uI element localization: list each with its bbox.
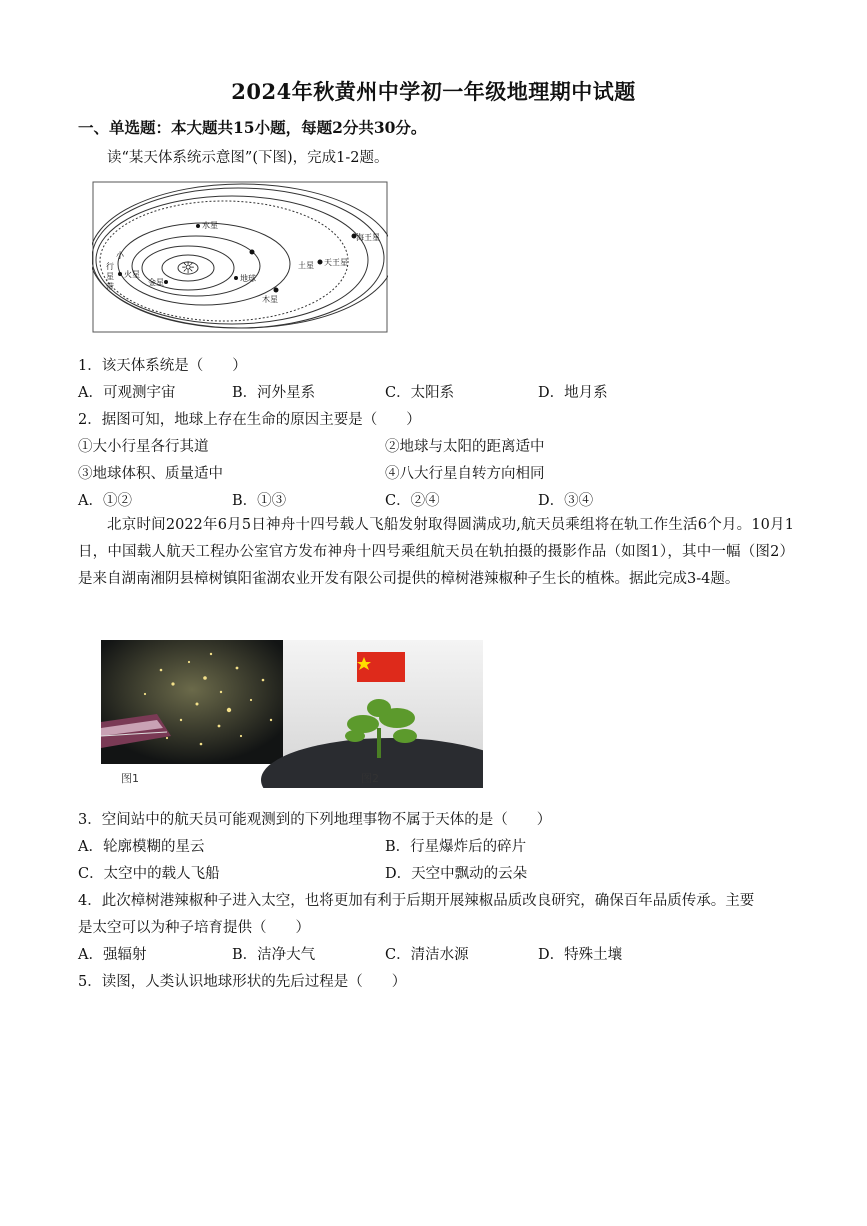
jupiter-dot xyxy=(274,288,279,293)
q2-option-d: D．③④ xyxy=(538,493,594,509)
q4-option-b: B．洁净大气 xyxy=(232,947,316,963)
q1-option-d: D．地月系 xyxy=(538,385,608,401)
q4-option-c: C．清洁水源 xyxy=(385,947,469,963)
section-heading: 一、单选题：本大题共15小题，每题2分共30分。 xyxy=(78,118,427,137)
q1-option-c: C．太阳系 xyxy=(385,385,455,401)
earth-label: 地球 xyxy=(240,274,256,283)
sun-icon: ☼ xyxy=(180,258,196,277)
venus-label: 金星 xyxy=(148,278,164,287)
uranus-dot xyxy=(318,260,323,265)
space-photo-figure xyxy=(101,640,483,788)
q2-item-2: ②地球与太阳的距离适中 xyxy=(385,439,545,455)
q4-stem-line-1: 4．此次樟树港辣椒种子进入太空，也将更加有利于后期开展辣椒品质改良研究，确保百年品质传承。主要 xyxy=(78,893,755,909)
q2-option-c: C．②④ xyxy=(385,493,440,509)
mercury-label: 水星 xyxy=(202,221,218,230)
asteroid-label-1: 小 xyxy=(116,251,124,260)
q3-option-a: A．轮廓模糊的星云 xyxy=(78,839,205,855)
saturn-dot xyxy=(250,250,255,255)
asteroid-label-3: 星 xyxy=(106,272,114,281)
venus-dot xyxy=(164,280,168,284)
q2-option-b: B．①③ xyxy=(232,493,287,509)
photo-1-earth-night xyxy=(101,640,283,764)
q2-item-3: ③地球体积、质量适中 xyxy=(78,466,223,482)
q2-item-1: ①大小行星各行其道 xyxy=(78,439,209,455)
earth-dot xyxy=(234,276,238,280)
q4-option-a: A．强辐射 xyxy=(78,947,147,963)
passage-shenzhou: 北京时间2022年6月5日神舟十四号载人飞船发射取得圆满成功,航天员乘组将在轨工作生活6个月。10月1日，中国载人航天工程办公室官方发布神舟十四号乘组航天员在轨拍摄的摄影作品（如图1），其中一幅（图2）是来自湖南湘阴县樟树镇阳雀湖农业开发有限公司提供的樟树港辣椒种子生长的植株。据此完成3-4题。 xyxy=(78,517,794,587)
q2-option-a: A．①② xyxy=(78,493,132,509)
exam-title: 2024年秋黄州中学初一年级地理期中试题 xyxy=(231,79,636,104)
q1-stem: 1．该天体系统是（ ） xyxy=(78,358,247,374)
q3-option-b: B．行星爆炸后的碎片 xyxy=(385,839,527,855)
q5-stem: 5．读图，人类认识地球形状的先后过程是（ ） xyxy=(78,974,407,990)
q4-option-d: D．特殊土壤 xyxy=(538,947,623,963)
q3-option-c: C．太空中的载人飞船 xyxy=(78,866,220,882)
mars-dot xyxy=(118,272,122,276)
q3-option-d: D．天空中飘动的云朵 xyxy=(385,866,528,882)
q2-item-4: ④八大行星自转方向相同 xyxy=(385,466,545,482)
q1-option-a: A．可观测宇宙 xyxy=(78,385,176,401)
solar-system-figure xyxy=(92,178,388,334)
jupiter-label: 木星 xyxy=(262,295,278,304)
figure-caption-2: 图2 xyxy=(361,772,379,785)
q1-option-b: B．河外星系 xyxy=(232,385,316,401)
uranus-label: 天王星 xyxy=(324,258,348,267)
saturn-label: 土星 xyxy=(298,261,314,270)
neptune-label: 海王星 xyxy=(356,233,380,242)
mars-label: 火星 xyxy=(124,270,140,279)
q4-stem-line-2: 是太空可以为种子培育提供（ ） xyxy=(78,920,310,936)
q2-stem: 2．据图可知，地球上存在生命的原因主要是（ ） xyxy=(78,412,421,428)
q3-stem: 3．空间站中的航天员可能观测到的下列地理事物不属于天体的是（ ） xyxy=(78,812,552,828)
intro-text: 读“某天体系统示意图”(下图)，完成1-2题。 xyxy=(107,150,389,166)
mercury-dot xyxy=(196,224,200,228)
asteroid-label-2: 行 xyxy=(106,262,114,271)
figure-caption-1: 图1 xyxy=(121,772,139,785)
asteroid-label-4: 带 xyxy=(106,282,114,291)
